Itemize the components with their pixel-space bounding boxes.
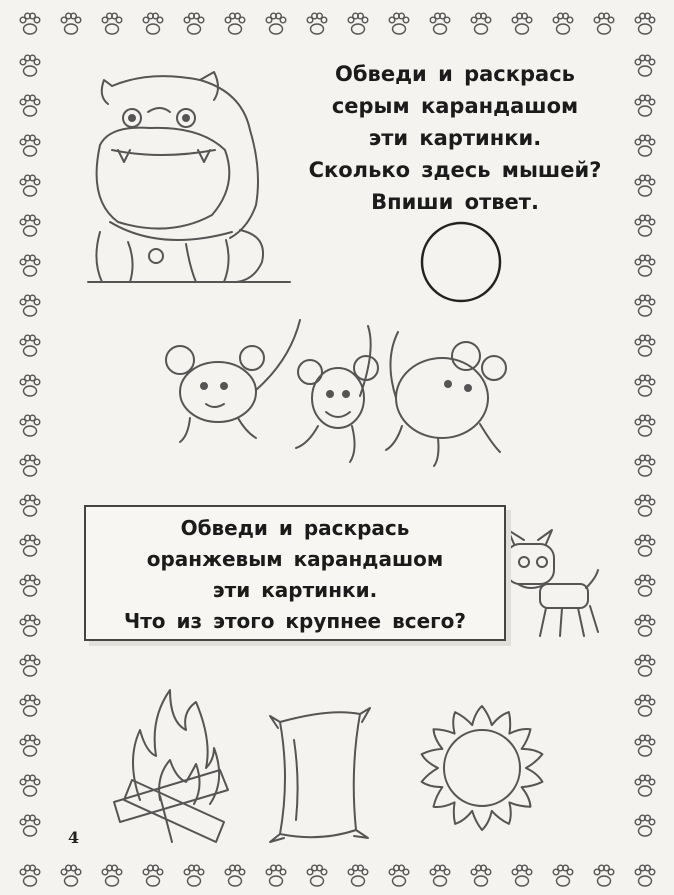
paw-icon xyxy=(635,695,655,716)
paw-icon xyxy=(20,775,40,796)
robot-dog-illustration xyxy=(506,530,598,636)
paw-icon xyxy=(307,13,327,34)
paw-icon xyxy=(20,615,40,636)
paw-icon xyxy=(635,335,655,356)
paw-icon xyxy=(635,415,655,436)
task-1-line: Сколько здесь мышей? xyxy=(308,158,602,182)
mouse-illustration xyxy=(296,326,378,462)
task-2-line: эти картинки. xyxy=(212,578,378,602)
paw-icon xyxy=(389,13,409,34)
paw-icon xyxy=(20,655,40,676)
paw-icon xyxy=(512,13,532,34)
task-2-line: Что из этого крупнее всего? xyxy=(124,609,466,633)
paw-icon xyxy=(307,865,327,886)
paw-icon xyxy=(225,13,245,34)
paw-icon xyxy=(20,255,40,276)
task-2-line: Обведи и раскрась xyxy=(180,516,410,540)
paw-icon xyxy=(20,455,40,476)
bulldog-illustration xyxy=(88,72,290,282)
paw-icon xyxy=(635,655,655,676)
paw-icon xyxy=(635,815,655,836)
paw-icon xyxy=(635,735,655,756)
paw-icon xyxy=(635,575,655,596)
pillow-illustration xyxy=(270,708,370,842)
paw-icon xyxy=(635,13,655,34)
paw-icon xyxy=(553,865,573,886)
paw-icon xyxy=(225,865,245,886)
answer-circle[interactable] xyxy=(422,223,500,301)
paw-icon xyxy=(512,865,532,886)
paw-icon xyxy=(20,535,40,556)
paw-icon xyxy=(635,375,655,396)
task-2-instructions xyxy=(86,513,504,637)
sun-illustration xyxy=(422,706,543,830)
paw-icon xyxy=(20,135,40,156)
paw-icon xyxy=(635,295,655,316)
paw-icon xyxy=(635,865,655,886)
paw-icon xyxy=(471,13,491,34)
paw-icon xyxy=(20,295,40,316)
paw-icon xyxy=(20,375,40,396)
paw-icon xyxy=(635,255,655,276)
paw-icon xyxy=(61,13,81,34)
paw-icon xyxy=(20,55,40,76)
paw-icon xyxy=(635,775,655,796)
task-1-line: Впиши ответ. xyxy=(371,190,539,214)
paw-icon xyxy=(20,815,40,836)
task-2-line: оранжевым карандашом xyxy=(146,547,444,571)
paw-icon xyxy=(102,13,122,34)
mouse-illustration xyxy=(386,332,506,466)
paw-icon xyxy=(471,865,491,886)
paw-icon xyxy=(143,13,163,34)
paw-icon xyxy=(553,13,573,34)
paw-icon xyxy=(20,175,40,196)
paw-icon xyxy=(266,13,286,34)
paw-icon xyxy=(430,13,450,34)
paw-icon xyxy=(348,13,368,34)
task-1-line: серым карандашом xyxy=(331,94,579,118)
paw-icon xyxy=(266,865,286,886)
paw-icon xyxy=(594,13,614,34)
task-1-line: Обведи и раскрась xyxy=(335,62,575,86)
paw-icon xyxy=(20,13,40,34)
page-number: 4 xyxy=(68,828,80,847)
task-1-instructions xyxy=(270,58,640,218)
paw-icon xyxy=(184,865,204,886)
paw-icon xyxy=(20,865,40,886)
paw-icon xyxy=(389,865,409,886)
paw-icon xyxy=(61,865,81,886)
mouse-illustration xyxy=(166,320,300,442)
paw-icon xyxy=(20,575,40,596)
paw-icon xyxy=(430,865,450,886)
paw-icon xyxy=(143,865,163,886)
paw-icon xyxy=(594,865,614,886)
campfire-illustration xyxy=(114,690,228,842)
paw-icon xyxy=(635,215,655,236)
paw-icon xyxy=(348,865,368,886)
paw-icon xyxy=(635,495,655,516)
paw-icon xyxy=(20,95,40,116)
paw-icon xyxy=(20,415,40,436)
task-1-line: эти картинки. xyxy=(368,126,542,150)
paw-icon xyxy=(20,695,40,716)
paw-icon xyxy=(20,335,40,356)
task-2-box xyxy=(84,505,506,641)
paw-icon xyxy=(635,615,655,636)
paw-icon xyxy=(184,13,204,34)
paw-icon xyxy=(20,495,40,516)
paw-icon xyxy=(20,215,40,236)
paw-icon xyxy=(20,735,40,756)
paw-icon xyxy=(102,865,122,886)
paw-icon xyxy=(635,455,655,476)
paw-icon xyxy=(635,535,655,556)
